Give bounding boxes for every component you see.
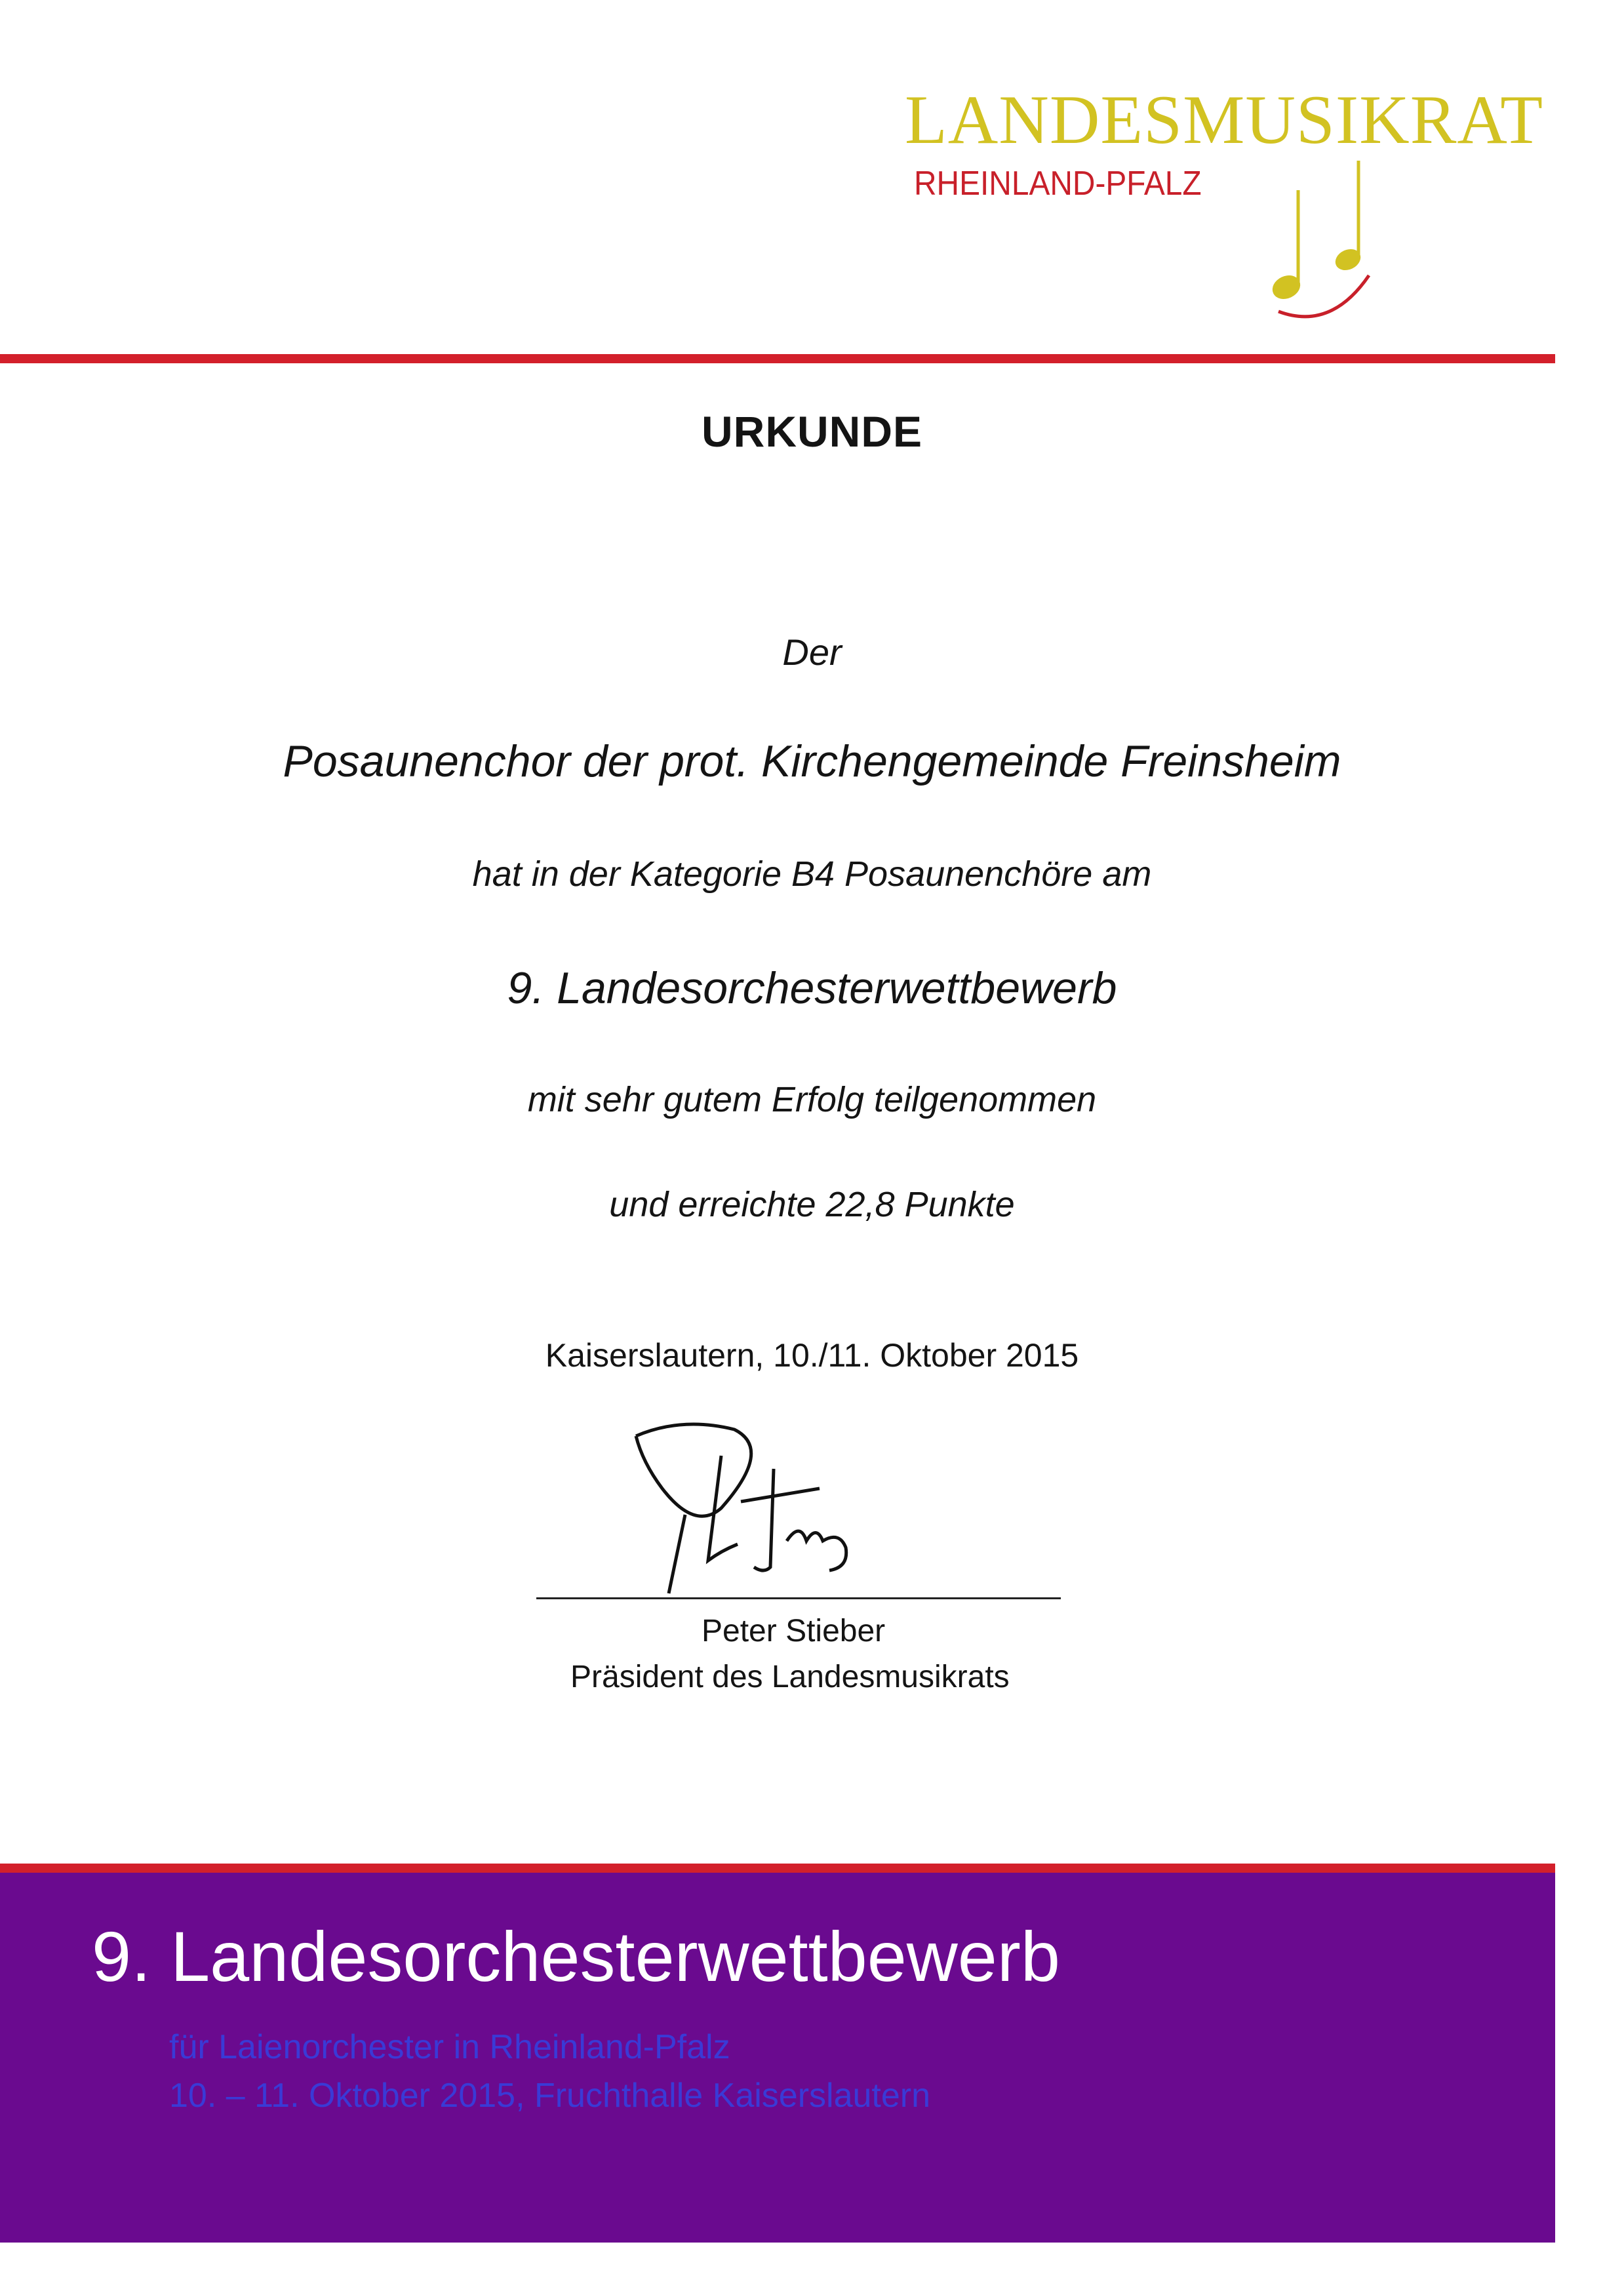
place-date: Kaiserslautern, 10./11. Oktober 2015 [545,1337,1079,1374]
logo [905,81,1543,321]
footer-title: 9. Landesorchesterwettbewerb [92,1917,1060,1996]
signature-line [536,1597,1061,1599]
certificate-heading: URKUNDE [702,407,922,456]
logo-title: LANDESMUSIKRAT [905,81,1543,158]
recipient-name: Posaunenchor der prot. Kirchengemeinde Freinsheim [283,736,1341,786]
footer-subtitle-1: für Laienorchester in Rheinland-Pfalz [169,2028,730,2066]
footer-subtitle-2: 10. – 11. Oktober 2015, Fruchthalle Kaiserslautern [169,2077,931,2115]
competition-name: 9. Landesorchesterwettbewerb [507,963,1117,1013]
signer-name: Peter Stieber [702,1614,886,1648]
category-text: hat in der Kategorie B4 Posaunenchöre am [472,854,1152,894]
logo-subtitle: RHEINLAND-PFALZ [914,165,1202,203]
points-text: und erreichte 22,8 Punkte [609,1185,1015,1224]
intro-text: Der [782,631,842,673]
handwritten-signature [623,1410,898,1606]
top-divider [0,354,1555,363]
result-text: mit sehr gutem Erfolg teilgenommen [527,1080,1097,1119]
signer-role: Präsident des Landesmusikrats [570,1660,1010,1694]
music-notes-smile-icon [1259,111,1390,328]
